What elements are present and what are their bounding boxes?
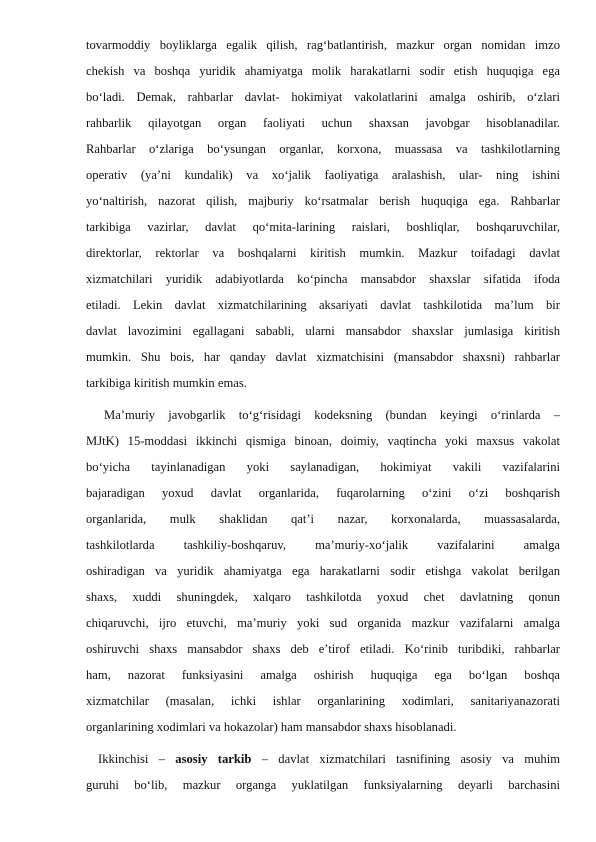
paragraph-1-line: etiladi. Lekin davlat xizmatchilarining aksariyati davlat tashkilotida ma’lum bir bbox=[86, 298, 560, 312]
paragraph-3-bold-term: asosiy tarkib bbox=[175, 752, 252, 766]
paragraph-1-line: tovarmoddiy boyliklarga egalik qilish, rag‘batlantirish, mazkur organ nomidan imzo bbox=[86, 38, 560, 52]
paragraph-2-line: oshiradigan va yuridik ahamiyatga ega harakatlarni sodir etishga vakolat berilgan bbox=[86, 564, 560, 578]
paragraph-2-line: organlarining xodimlari va hokazolar) ham mansabdor shaxs hisoblanadi. bbox=[86, 720, 457, 734]
paragraph-1-line: chekish va boshqa yuridik ahamiyatga molik harakatlarni sodir etish huquqiga ega bbox=[86, 64, 560, 78]
paragraph-3-line bbox=[98, 751, 560, 767]
paragraph-1-line: xizmatchilari yuridik adabiyotlarda ko‘pincha mansabdor shaxslar sifatida ifoda bbox=[86, 272, 560, 286]
paragraph-2-line: Ma’muriy javobgarlik to‘g‘risidagi kodeksning (bundan keyingi o‘rinlarda – bbox=[104, 408, 560, 422]
paragraph-1-line: direktorlar, rektorlar va boshqalarni kiritish mumkin. Mazkur toifadagi davlat bbox=[86, 246, 560, 260]
paragraph-2-line: ham, nazorat funksiyasini amalga oshirish huquqiga ega bo‘lgan boshqa bbox=[86, 668, 560, 682]
paragraph-1-line: bo‘ladi. Demak, rahbarlar davlat- hokimiyat vakolatlarini amalga oshirib, o‘zlari bbox=[86, 90, 560, 104]
paragraph-1-line: tarkibiga vazirlar, davlat qo‘mita-larining raislari, boshliqlar, boshqaruvchilar, bbox=[86, 220, 560, 234]
paragraph-1-line: operativ (ya’ni kundalik) va xo‘jalik faoliyatiga aralashish, ular- ning ishini bbox=[86, 168, 560, 182]
paragraph-1-line: mumkin. Shu bois, har qanday davlat xizmatchisini (mansabdor shaxsni) rahbarlar bbox=[86, 350, 560, 364]
paragraph-1-line: yo‘naltirish, nazorat qilish, majburiy ko‘rsatmalar berish huquqiga ega. Rahbarlar bbox=[86, 194, 560, 208]
paragraph-2-line: oshiruvchi shaxs mansabdor shaxs deb e’tirof etiladi. Ko‘rinib turibdiki, rahbarlar bbox=[86, 642, 560, 656]
paragraph-2-line: bajaradigan yoxud davlat organlarida, fuqarolarning o‘zini o‘zi boshqarish bbox=[86, 486, 560, 500]
paragraph-2-line: shaxs, xuddi shuningdek, xalqaro tashkilotda yoxud chet davlatning qonun bbox=[86, 590, 560, 604]
paragraph-2-line: chiqaruvchi, ijro etuvchi, ma’muriy yoki sud organida mazkur vazifalarni amalga bbox=[86, 616, 560, 630]
paragraph-3-line: guruhi bo‘lib, mazkur organga yuklatilgan funksiyalarning deyarli barchasini bbox=[86, 778, 560, 792]
paragraph-1-line: davlat lavozimini egallagani sababli, ularni mansabdor shaxslar jumlasiga kiritish bbox=[86, 324, 560, 338]
paragraph-1-line: rahbarlik qilayotgan organ faoliyati uchun shaxsan javobgar hisoblanadilar. bbox=[86, 116, 560, 130]
paragraph-2-line: organlarida, mulk shaklidan qat’i nazar, korxonalarda, muassasalarda, bbox=[86, 512, 560, 526]
paragraph-2-line: tashkilotlarda tashkiliy-boshqaruv, ma’muriy-xo‘jalik vazifalarini amalga bbox=[86, 538, 560, 552]
paragraph-3-suffix: – davlat xizmatchilari tasnifining asosiy va muhim bbox=[251, 752, 560, 766]
paragraph-1-line: tarkibiga kiritish mumkin emas. bbox=[86, 376, 247, 390]
paragraph-1-line: Rahbarlar o‘zlariga bo‘ysungan organlar, korxona, muassasa va tashkilotlarning bbox=[86, 142, 560, 156]
paragraph-2-line: bo‘yicha tayinlanadigan yoki saylanadigan, hokimiyat vakili vazifalarini bbox=[86, 460, 560, 474]
paragraph-3-prefix: Ikkinchisi – bbox=[98, 752, 176, 766]
paragraph-2-line: xizmatchilar (masalan, ichki ishlar organlarining xodimlari, sanitariyanazorati bbox=[86, 694, 560, 708]
paragraph-2-line: MJtK) 15-moddasi ikkinchi qismiga binoan, doimiy, vaqtincha yoki maxsus vakolat bbox=[86, 434, 560, 448]
